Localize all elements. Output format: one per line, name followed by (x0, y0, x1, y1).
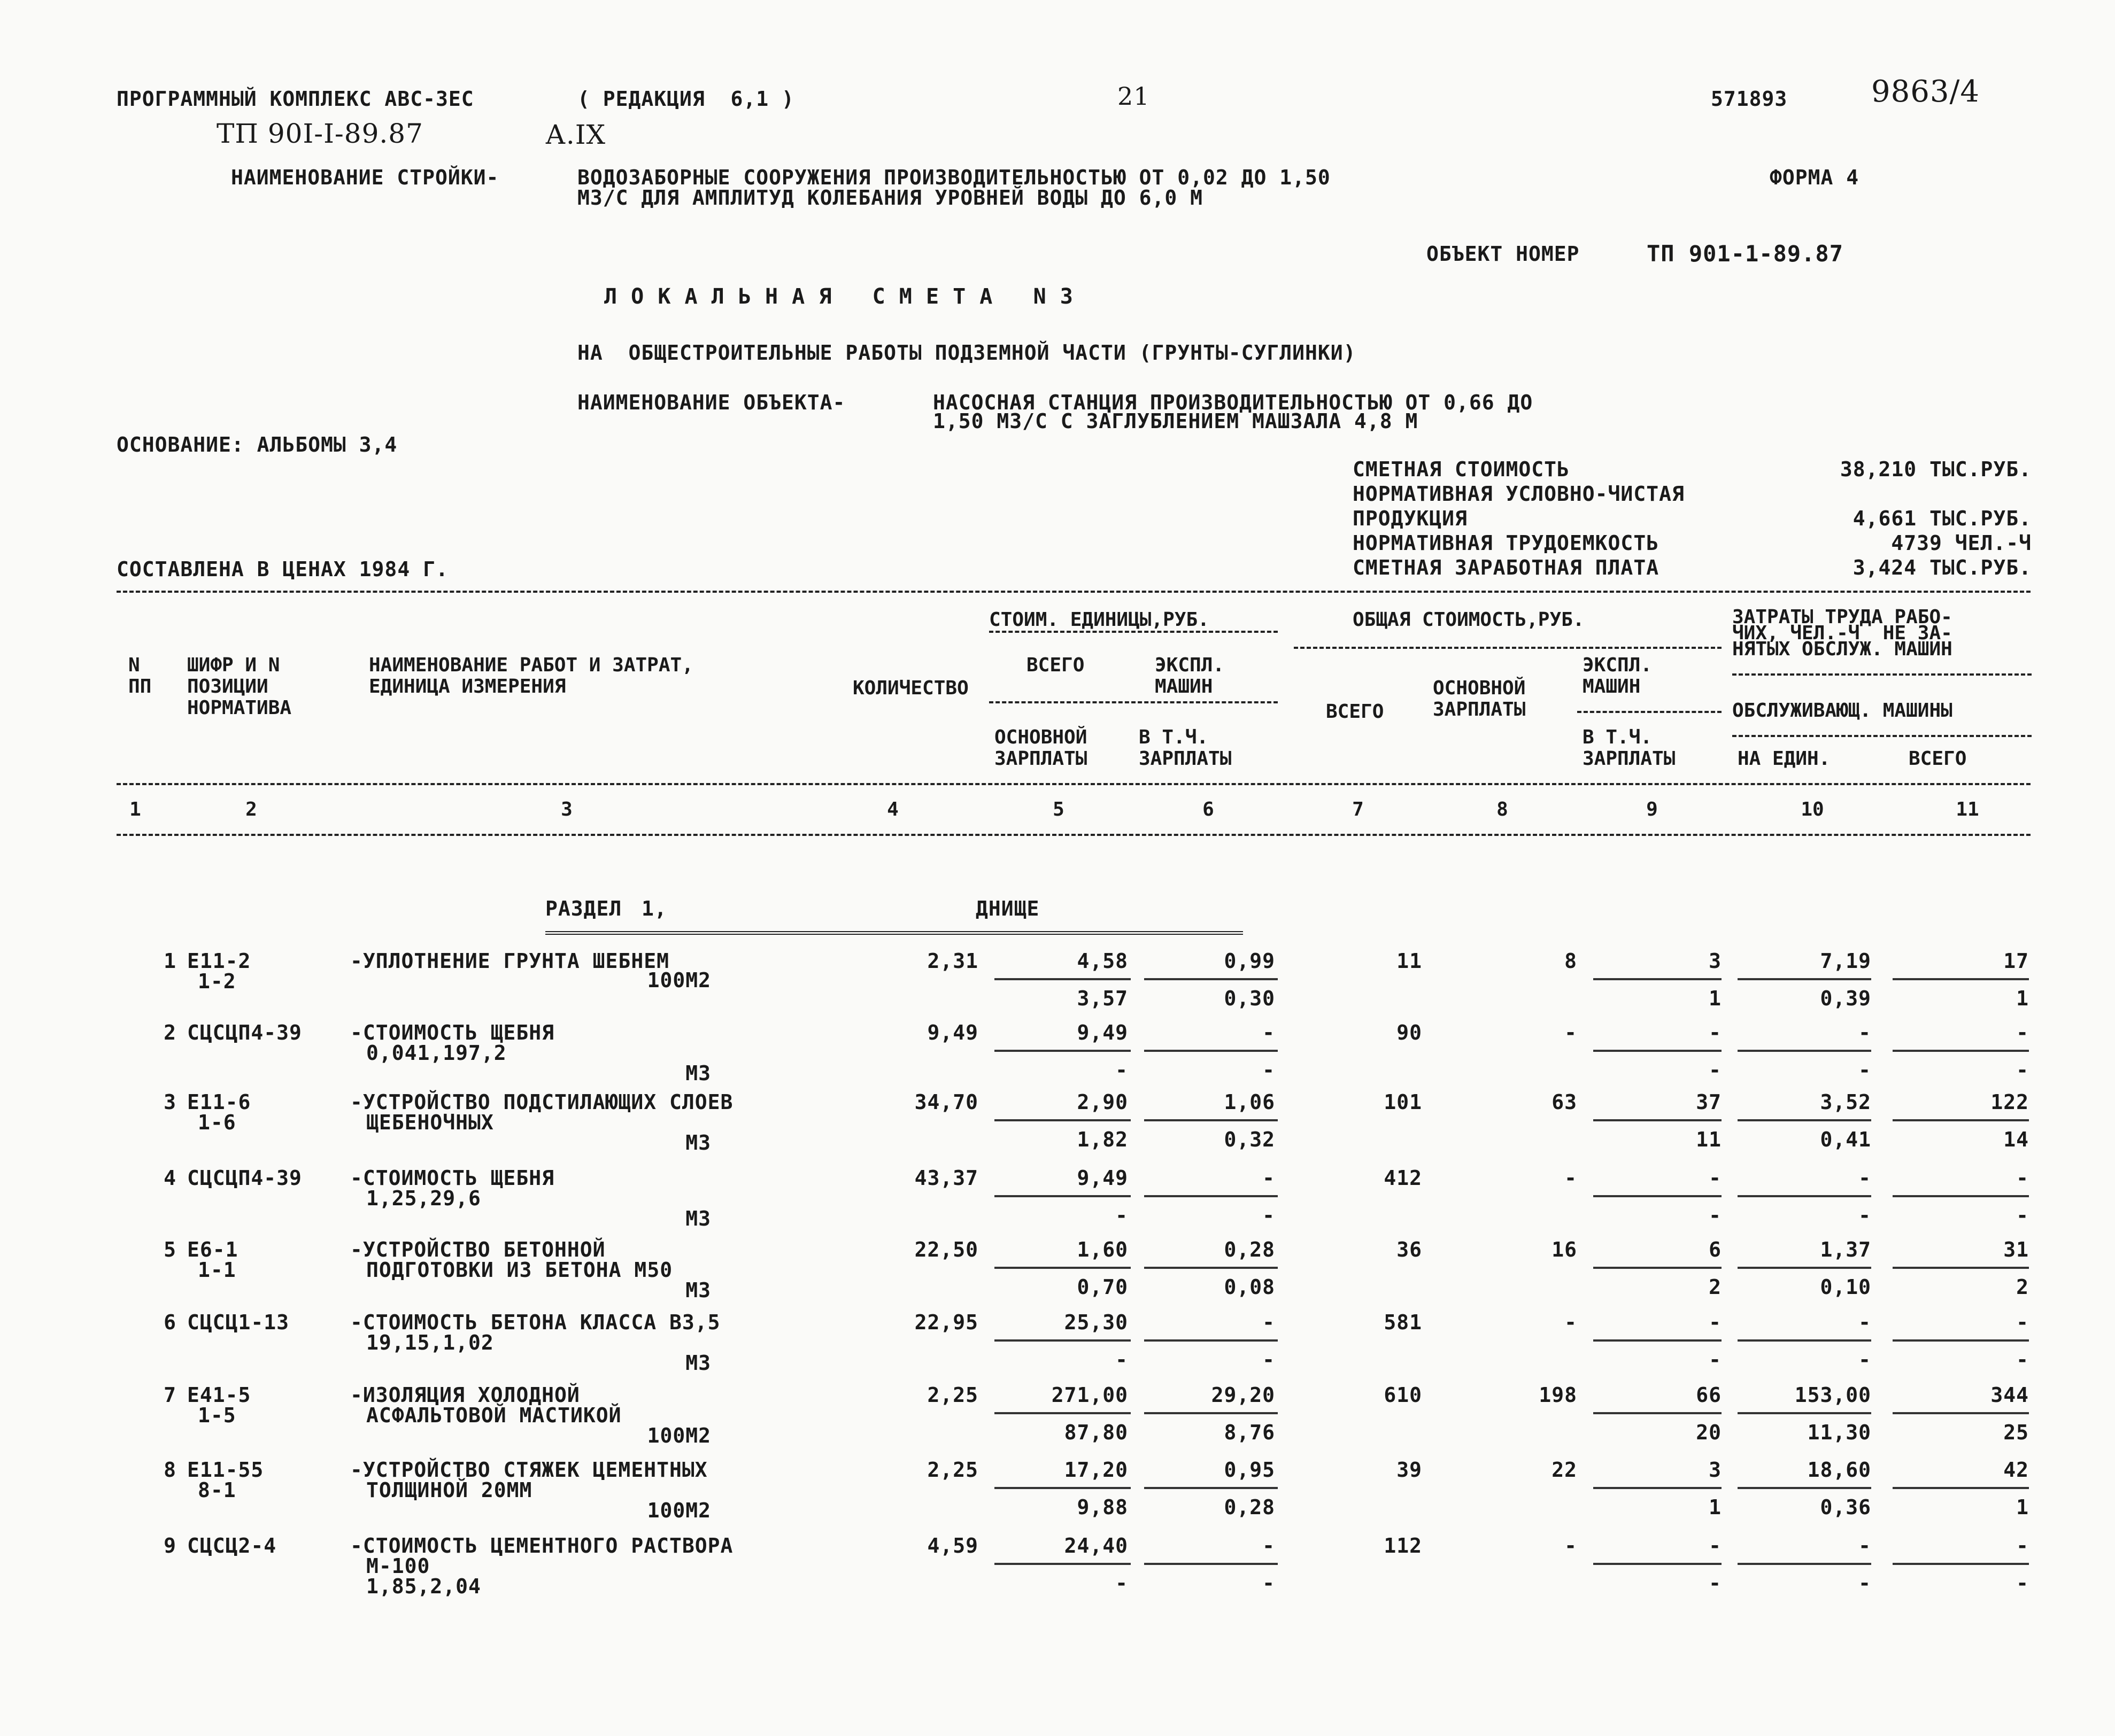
norm-position: 1-5 (198, 1404, 236, 1427)
cell-separator (1144, 1119, 1278, 1121)
total-incl-wage: 1 (1709, 1495, 1722, 1519)
cell-separator (1893, 1339, 2029, 1342)
total-incl-wage: 2 (1709, 1275, 1722, 1299)
total-machines: - (1709, 1534, 1722, 1557)
total-incl-wage: - (1709, 1204, 1722, 1227)
labor-per-unit: 1,37 (1820, 1238, 1871, 1261)
total-machines: - (1709, 1021, 1722, 1044)
column-number: 3 (561, 799, 573, 820)
labor-per-unit: - (1858, 1021, 1871, 1044)
quantity: 9,49 (927, 1021, 978, 1044)
work-name: -УСТРОЙСТВО СТЯЖЕК ЦЕМЕНТНЫХ (350, 1458, 708, 1482)
section-label: РАЗДЕЛ (545, 897, 622, 920)
row-number: 8 (164, 1458, 176, 1482)
labor-service-per-unit: 0,10 (1820, 1275, 1871, 1299)
labor-service-total: 1 (2016, 1495, 2029, 1519)
cell-separator (1893, 1050, 2029, 1052)
cell-separator (1144, 1339, 1278, 1342)
estimate-title: Л О К А Л Ь Н А Я С М Е Т А N 3 (604, 284, 1074, 309)
unit-measure: М3 (685, 1278, 711, 1302)
total-wage: 22 (1551, 1458, 1577, 1482)
unit-cost-machines: 29,20 (1211, 1383, 1275, 1407)
total-machines: 37 (1696, 1090, 1722, 1114)
page-number: 21 (1117, 82, 1150, 111)
unit-cost-wage: 3,57 (1077, 987, 1128, 1010)
labor-service-total: - (2016, 1204, 2029, 1227)
labor-service-total: - (2016, 1058, 2029, 1082)
total-machines: 3 (1709, 949, 1722, 973)
cell-separator (1893, 1195, 2029, 1197)
total-wage: 16 (1551, 1238, 1577, 1261)
unit-cost-wage: 1,82 (1077, 1128, 1128, 1151)
cell-separator (1144, 1195, 1278, 1197)
unit-cost-wage: 0,70 (1077, 1275, 1128, 1299)
unit-cost-total: 9,49 (1077, 1166, 1128, 1190)
cell-separator (1738, 978, 1871, 980)
project-code-handwritten: ТП 90I-I-89.87 (217, 118, 423, 149)
unit-cost-machines: - (1262, 1166, 1275, 1190)
unit-measure: М3 (685, 1207, 711, 1230)
cell-separator (994, 1119, 1131, 1121)
document-code: 571893 (1711, 87, 1788, 111)
cell-separator (1593, 1267, 1722, 1269)
cell-separator (1893, 1563, 2029, 1565)
unit-cost-total: 4,58 (1077, 949, 1128, 973)
work-name: ТОЛЩИНОЙ 20ММ (366, 1478, 532, 1502)
total-incl-wage: 1 (1709, 987, 1722, 1010)
unit-cost-machines: - (1262, 1311, 1275, 1334)
cell-separator (994, 1412, 1131, 1414)
col-code-header: ШИФР И N ПОЗИЦИИ НОРМАТИВА (187, 654, 292, 719)
summary-value: 3,424 ТЫС.РУБ. (1852, 556, 2032, 579)
object-name-line2: 1,50 М3/С С ЗАГЛУБЛЕНИЕМ МАШЗАЛА 4,8 М (933, 409, 1418, 433)
total-cost: 412 (1384, 1166, 1422, 1190)
header-rule (989, 701, 1278, 703)
work-name: 1,85,2,04 (366, 1575, 481, 1598)
cell-separator (994, 1487, 1131, 1489)
unit-cost-incl-wage: - (1262, 1058, 1275, 1082)
unit-cost-machines: 0,95 (1224, 1458, 1275, 1482)
cell-separator (1893, 1267, 2029, 1269)
construction-line1: ВОДОЗАБОРНЫЕ СООРУЖЕНИЯ ПРОИЗВОДИТЕЛЬНОСТЬЮ ОТ 0,02 ДО 1,50 (577, 166, 1331, 189)
quantity: 43,37 (914, 1166, 978, 1190)
basis: ОСНОВАНИЕ: АЛЬБОМЫ 3,4 (117, 433, 398, 456)
unit-incl-header: В Т.Ч. ЗАРПЛАТЫ (1139, 726, 1232, 770)
total-cost-header: ОБЩАЯ СТОИМОСТЬ,РУБ. (1353, 609, 1585, 631)
norm-code: СЦСЦ1-13 (187, 1311, 290, 1334)
construction-line2: М3/С ДЛЯ АМПЛИТУД КОЛЕБАНИЯ УРОВНЕЙ ВОДЫ ДО 6,0 М (577, 186, 1203, 210)
total-cost: 581 (1384, 1311, 1422, 1334)
column-number: 11 (1956, 799, 1979, 820)
row-number: 2 (164, 1021, 176, 1044)
unit-cost-total: 271,00 (1051, 1383, 1128, 1407)
column-number: 9 (1646, 799, 1658, 820)
total-all-header: ВСЕГО (1326, 701, 1384, 723)
unit-total-header: ВСЕГО (1026, 654, 1085, 676)
col-name-header: НАИМЕНОВАНИЕ РАБОТ И ЗАТРАТ, ЕДИНИЦА ИЗМЕРЕНИЯ (369, 654, 693, 698)
unit-cost-wage: - (1115, 1571, 1128, 1595)
row-number: 6 (164, 1311, 176, 1334)
row-number: 4 (164, 1166, 176, 1190)
row-number: 5 (164, 1238, 176, 1261)
labor-per-unit: 153,00 (1794, 1383, 1871, 1407)
labor-total-header: ВСЕГО (1909, 748, 1967, 770)
total-cost: 90 (1396, 1021, 1422, 1044)
section-underline (545, 931, 1243, 935)
total-wage: 63 (1551, 1090, 1577, 1114)
norm-code: Е11-6 (187, 1090, 251, 1114)
cell-separator (1144, 1563, 1278, 1565)
cell-separator (1893, 1487, 2029, 1489)
row-number: 3 (164, 1090, 176, 1114)
labor-service-per-unit: 0,36 (1820, 1495, 1871, 1519)
quantity: 2,25 (927, 1383, 978, 1407)
column-number: 6 (1202, 799, 1214, 820)
cell-separator (1738, 1339, 1871, 1342)
labor-header: ЗАТРАТЫ ТРУДА РАБО- ЧИХ, ЧЕЛ.-Ч НЕ ЗА- НЯТЫХ ОБСЛУЖ. МАШИН (1732, 606, 1952, 660)
cell-separator (1738, 1412, 1871, 1414)
unit-cost-total: 17,20 (1064, 1458, 1128, 1482)
labor-service-per-unit: 0,41 (1820, 1128, 1871, 1151)
header-rule (117, 591, 2031, 593)
labor-total: - (2016, 1311, 2029, 1334)
cell-separator (1738, 1487, 1871, 1489)
total-incl-header: В Т.Ч. ЗАРПЛАТЫ (1583, 726, 1676, 770)
sheet-number-handwritten: 9863/4 (1871, 74, 1980, 109)
norm-code: СЦСЦП4-39 (187, 1021, 302, 1044)
cell-separator (1144, 1267, 1278, 1269)
cell-separator (1593, 978, 1722, 980)
unit-cost-total: 1,60 (1077, 1238, 1128, 1261)
labor-per-unit: - (1858, 1534, 1871, 1557)
unit-cost-incl-wage: 0,28 (1224, 1495, 1275, 1519)
summary-value: 4739 ЧЕЛ.-Ч (1891, 531, 2032, 555)
labor-total: - (2016, 1166, 2029, 1190)
cell-separator (1893, 1119, 2029, 1121)
column-number: 1 (129, 799, 141, 820)
unit-cost-incl-wage: - (1262, 1204, 1275, 1227)
norm-code: Е41-5 (187, 1383, 251, 1407)
row-number: 7 (164, 1383, 176, 1407)
unit-cost-incl-wage: 8,76 (1224, 1421, 1275, 1444)
labor-service-per-unit: 11,30 (1807, 1421, 1871, 1444)
unit-measure: М3 (685, 1061, 711, 1085)
unit-cost-wage: - (1115, 1204, 1128, 1227)
unit-measure: 100М2 (647, 1424, 711, 1447)
column-number: 8 (1496, 799, 1508, 820)
program-name: ПРОГРАММНЫЙ КОМПЛЕКС АВС-3ЕС (117, 87, 474, 111)
labor-per-unit-header: НА ЕДИН. (1738, 748, 1831, 770)
labor-service-per-unit: - (1858, 1058, 1871, 1082)
cell-separator (1593, 1195, 1722, 1197)
norm-position: 1-6 (198, 1111, 236, 1134)
unit-cost-wage: 87,80 (1064, 1421, 1128, 1444)
cell-separator (1144, 1412, 1278, 1414)
header-rule (1577, 711, 1722, 713)
labor-per-unit: - (1858, 1166, 1871, 1190)
header-rule (1294, 647, 1722, 649)
unit-mach-header: ЭКСПЛ. МАШИН (1155, 654, 1225, 698)
total-cost: 112 (1384, 1534, 1422, 1557)
work-name: -УПЛОТНЕНИЕ ГРУНТА ШЕБНЕМ (350, 949, 669, 973)
object-number: ТП 901-1-89.87 (1647, 241, 1844, 267)
cell-separator (1144, 1050, 1278, 1052)
edition: ( РЕДАКЦИЯ 6,1 ) (577, 87, 794, 111)
work-name: -УСТРОЙСТВО БЕТОННОЙ (350, 1238, 606, 1261)
unit-measure: М3 (685, 1351, 711, 1375)
work-name: АСФАЛЬТОВОЙ МАСТИКОЙ (366, 1404, 622, 1427)
norm-code: Е6-1 (187, 1238, 238, 1261)
summary-label: СМЕТНАЯ ЗАРАБОТНАЯ ПЛАТА (1353, 556, 1659, 579)
header-rule (989, 631, 1278, 633)
quantity: 22,95 (914, 1311, 978, 1334)
col-qty-header: КОЛИЧЕСТВО (853, 677, 969, 699)
section-number: 1, (642, 897, 667, 920)
total-cost: 36 (1396, 1238, 1422, 1261)
work-name: 0,041,197,2 (366, 1041, 507, 1065)
unit-cost-incl-wage: - (1262, 1571, 1275, 1595)
unit-cost-wage: - (1115, 1058, 1128, 1082)
total-incl-wage: 11 (1696, 1128, 1722, 1151)
work-name: 19,15,1,02 (366, 1331, 494, 1354)
work-name: ЩЕБЕНОЧНЫХ (366, 1111, 494, 1134)
total-machines: - (1709, 1166, 1722, 1190)
total-machines: 3 (1709, 1458, 1722, 1482)
quantity: 4,59 (927, 1534, 978, 1557)
unit-cost-machines: 1,06 (1224, 1090, 1275, 1114)
labor-service-total: 2 (2016, 1275, 2029, 1299)
summary-label: СМЕТНАЯ СТОИМОСТЬ (1353, 458, 1570, 481)
unit-cost-wage: 9,88 (1077, 1495, 1128, 1519)
total-cost: 610 (1384, 1383, 1422, 1407)
cell-separator (994, 1563, 1131, 1565)
unit-cost-machines: - (1262, 1534, 1275, 1557)
cell-separator (1738, 1050, 1871, 1052)
norm-position: 1-1 (198, 1258, 236, 1282)
unit-cost-machines: 0,28 (1224, 1238, 1275, 1261)
labor-service-total: 14 (2003, 1128, 2029, 1151)
cell-separator (1593, 1339, 1722, 1342)
row-number: 9 (164, 1534, 176, 1557)
total-cost: 11 (1396, 949, 1422, 973)
total-machines: - (1709, 1311, 1722, 1334)
total-cost: 39 (1396, 1458, 1422, 1482)
row-number: 1 (164, 949, 176, 973)
construction-label: НАИМЕНОВАНИЕ СТРОЙКИ- (231, 166, 499, 189)
cell-separator (1593, 1119, 1722, 1121)
total-incl-wage: - (1709, 1571, 1722, 1595)
cell-separator (994, 1195, 1131, 1197)
cell-separator (1144, 1487, 1278, 1489)
labor-service-per-unit: - (1858, 1204, 1871, 1227)
form-label: ФОРМА 4 (1770, 166, 1859, 189)
unit-measure: М3 (685, 1131, 711, 1154)
total-incl-wage: 20 (1696, 1421, 1722, 1444)
summary-label: НОРМАТИВНАЯ УСЛОВНО-ЧИСТАЯ (1353, 482, 1685, 506)
total-incl-wage: - (1709, 1348, 1722, 1371)
object-name-label: НАИМЕНОВАНИЕ ОБЪЕКТА- (577, 391, 846, 414)
norm-position: 8-1 (198, 1478, 236, 1502)
labor-service-total: 1 (2016, 987, 2029, 1010)
quantity: 2,25 (927, 1458, 978, 1482)
cell-separator (1738, 1267, 1871, 1269)
total-wage: - (1564, 1021, 1577, 1044)
cell-separator (1738, 1195, 1871, 1197)
quantity: 2,31 (927, 949, 978, 973)
cell-separator (1593, 1050, 1722, 1052)
column-number: 10 (1801, 799, 1824, 820)
total-wage: 198 (1539, 1383, 1577, 1407)
norm-code: Е11-2 (187, 949, 251, 973)
total-wage: 8 (1564, 949, 1577, 973)
cell-separator (1144, 978, 1278, 980)
cell-separator (1738, 1563, 1871, 1565)
labor-per-unit: 3,52 (1820, 1090, 1871, 1114)
unit-cost-incl-wage: 0,30 (1224, 987, 1275, 1010)
labor-per-unit: - (1858, 1311, 1871, 1334)
labor-total: 17 (2003, 949, 2029, 973)
summary-label: НОРМАТИВНАЯ ТРУДОЕМКОСТЬ (1353, 531, 1659, 555)
unit-cost-header: СТОИМ. ЕДИНИЦЫ,РУБ. (989, 609, 1209, 631)
labor-service-total: - (2016, 1348, 2029, 1371)
cell-separator (1893, 1412, 2029, 1414)
total-wage: - (1564, 1166, 1577, 1190)
album-handwritten: А.IX (545, 119, 606, 150)
unit-cost-total: 25,30 (1064, 1311, 1128, 1334)
work-name: -СТОИМОСТЬ ЩЕБНЯ (350, 1166, 555, 1190)
labor-service-per-unit: 0,39 (1820, 987, 1871, 1010)
work-name: М-100 (366, 1554, 430, 1578)
labor-service-per-unit: - (1858, 1571, 1871, 1595)
unit-cost-total: 9,49 (1077, 1021, 1128, 1044)
column-number: 5 (1053, 799, 1064, 820)
norm-code: СЦСЦП4-39 (187, 1166, 302, 1190)
total-machines: 66 (1696, 1383, 1722, 1407)
summary-label: ПРОДУКЦИЯ (1353, 507, 1468, 530)
labor-service-total: 25 (2003, 1421, 2029, 1444)
estimate-subtitle: НА ОБЩЕСТРОИТЕЛЬНЫЕ РАБОТЫ ПОДЗЕМНОЙ ЧАСТИ (ГРУНТЫ-СУГЛИНКИ) (577, 341, 1356, 365)
labor-total: 122 (1990, 1090, 2029, 1114)
total-wage-header: ОСНОВНОЙ ЗАРПЛАТЫ (1433, 677, 1526, 720)
work-name: ПОДГОТОВКИ ИЗ БЕТОНА М50 (366, 1258, 673, 1282)
cell-separator (1593, 1487, 1722, 1489)
column-number: 2 (245, 799, 257, 820)
total-wage: - (1564, 1534, 1577, 1557)
work-name: -СТОИМОСТЬ ЦЕМЕНТНОГО РАСТВОРА (350, 1534, 734, 1557)
object-name-line1: НАСОСНАЯ СТАНЦИЯ ПРОИЗВОДИТЕЛЬНОСТЬЮ ОТ 0,66 ДО (933, 391, 1533, 414)
labor-service-per-unit: - (1858, 1348, 1871, 1371)
work-name: -УСТРОЙСТВО ПОДСТИЛАЮЩИХ СЛОЕВ (350, 1090, 734, 1114)
quantity: 34,70 (914, 1090, 978, 1114)
header-rule (1732, 673, 2032, 676)
section-name: ДНИЩЕ (976, 897, 1040, 920)
total-cost: 101 (1384, 1090, 1422, 1114)
work-name: -СТОИМОСТЬ ЩЕБНЯ (350, 1021, 555, 1044)
unit-cost-incl-wage: - (1262, 1348, 1275, 1371)
work-name: 1,25,29,6 (366, 1187, 481, 1210)
labor-service-header: ОБСЛУЖИВАЮЩ. МАШИНЫ (1732, 700, 1952, 722)
header-rule (117, 834, 2031, 836)
labor-service-total: - (2016, 1571, 2029, 1595)
total-machines: 6 (1709, 1238, 1722, 1261)
unit-measure: 100М2 (647, 968, 711, 992)
unit-cost-machines: 0,99 (1224, 949, 1275, 973)
total-wage: - (1564, 1311, 1577, 1334)
labor-total: - (2016, 1021, 2029, 1044)
quantity: 22,50 (914, 1238, 978, 1261)
cell-separator (1738, 1119, 1871, 1121)
labor-total: 31 (2003, 1238, 2029, 1261)
unit-cost-machines: - (1262, 1021, 1275, 1044)
norm-position: 1-2 (198, 970, 236, 993)
unit-wage-header: ОСНОВНОЙ ЗАРПЛАТЫ (994, 726, 1087, 770)
work-name: -ИЗОЛЯЦИЯ ХОЛОДНОЙ (350, 1383, 580, 1407)
unit-cost-incl-wage: 0,08 (1224, 1275, 1275, 1299)
unit-cost-total: 2,90 (1077, 1090, 1128, 1114)
column-number: 7 (1352, 799, 1364, 820)
unit-measure: 100М2 (647, 1499, 711, 1522)
price-level: СОСТАВЛЕНА В ЦЕНАХ 1984 Г. (117, 557, 449, 581)
norm-code: Е11-55 (187, 1458, 264, 1482)
cell-separator (1893, 978, 2029, 980)
col-number-header: N ПП (128, 654, 152, 698)
total-mach-header: ЭКСПЛ. МАШИН (1583, 654, 1653, 698)
unit-cost-incl-wage: 0,32 (1224, 1128, 1275, 1151)
total-incl-wage: - (1709, 1058, 1722, 1082)
cell-separator (1593, 1412, 1722, 1414)
header-rule (117, 783, 2031, 785)
labor-total: - (2016, 1534, 2029, 1557)
unit-cost-wage: - (1115, 1348, 1128, 1371)
header-rule (1732, 735, 2032, 737)
cell-separator (994, 978, 1131, 980)
unit-cost-total: 24,40 (1064, 1534, 1128, 1557)
labor-total: 42 (2003, 1458, 2029, 1482)
column-number: 4 (887, 799, 899, 820)
cell-separator (994, 1339, 1131, 1342)
cell-separator (1593, 1563, 1722, 1565)
object-label: ОБЪЕКТ НОМЕР (1426, 242, 1580, 266)
cell-separator (994, 1267, 1131, 1269)
labor-per-unit: 18,60 (1807, 1458, 1871, 1482)
norm-code: СЦСЦ2-4 (187, 1534, 277, 1557)
work-name: -СТОИМОСТЬ БЕТОНА КЛАССА В3,5 (350, 1311, 721, 1334)
cell-separator (994, 1050, 1131, 1052)
summary-value: 4,661 ТЫС.РУБ. (1852, 507, 2032, 530)
labor-per-unit: 7,19 (1820, 949, 1871, 973)
labor-total: 344 (1990, 1383, 2029, 1407)
summary-value: 38,210 ТЫС.РУБ. (1840, 458, 2032, 481)
